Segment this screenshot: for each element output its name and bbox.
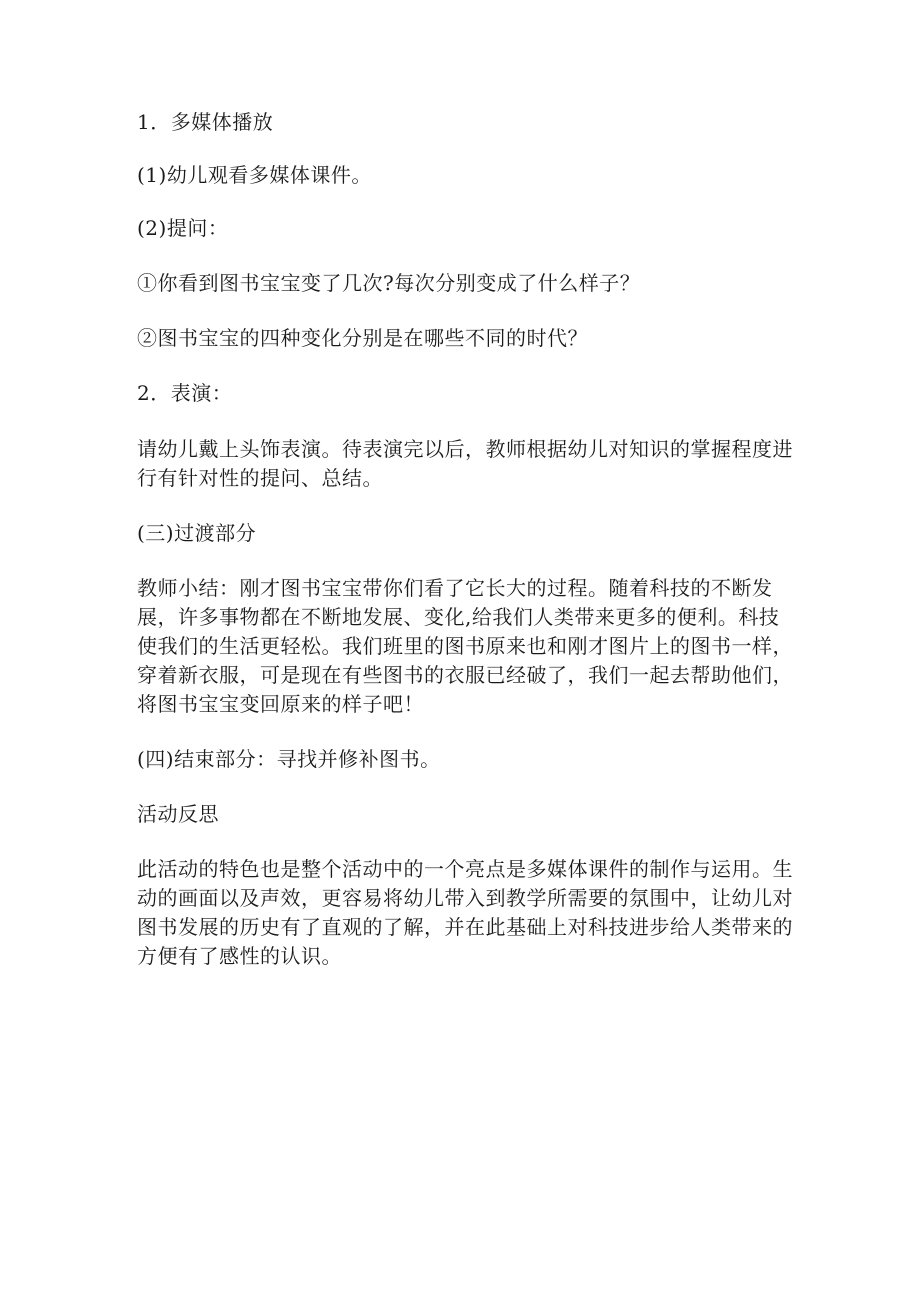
step-questions: (2)提问： <box>137 216 229 240</box>
section-heading-multimedia: 1．多媒体播放 <box>137 110 274 134</box>
question-two: ②图书宝宝的四种变化分别是在哪些不同的时代？ <box>137 326 588 350</box>
section-heading-transition: (三)过渡部分 <box>137 521 257 545</box>
document-body <box>137 108 797 971</box>
teacher-summary-paragraph: 教师小结：刚才图书宝宝带你们看了它长大的过程。随着科技的不断发展，许多事物都在不断地发展、变化,给我们人类带来更多的便利。科技使我们的生活更轻松。我们班里的图书原来也和刚才图片上的图书一样，穿着新衣服，可是现在有些图书的衣服已经破了，我们一起去帮助他们，将图书宝宝变回原来的样子吧！ <box>137 576 793 716</box>
section-heading-performance: 2．表演： <box>137 381 233 405</box>
section-heading-ending: (四)结束部分：寻找并修补图书。 <box>137 747 441 771</box>
section-heading-reflection: 活动反思 <box>137 802 219 826</box>
reflection-paragraph: 此活动的特色也是整个活动中的一个亮点是多媒体课件的制作与运用。生动的画面以及声效，更容易将幼儿带入到教学所需要的氛围中，让幼儿对图书发展的历史有了直观的了解，并在此基础上对科技进步给人类带来的方便有了感性的认识。 <box>137 857 793 968</box>
performance-paragraph: 请幼儿戴上头饰表演。待表演完以后，教师根据幼儿对知识的掌握程度进行有针对性的提问、总结。 <box>137 437 793 490</box>
question-one: ①你看到图书宝宝变了几次?每次分别变成了什么样子？ <box>137 271 641 295</box>
step-watch-courseware: (1)幼儿观看多媒体课件。 <box>137 163 372 187</box>
